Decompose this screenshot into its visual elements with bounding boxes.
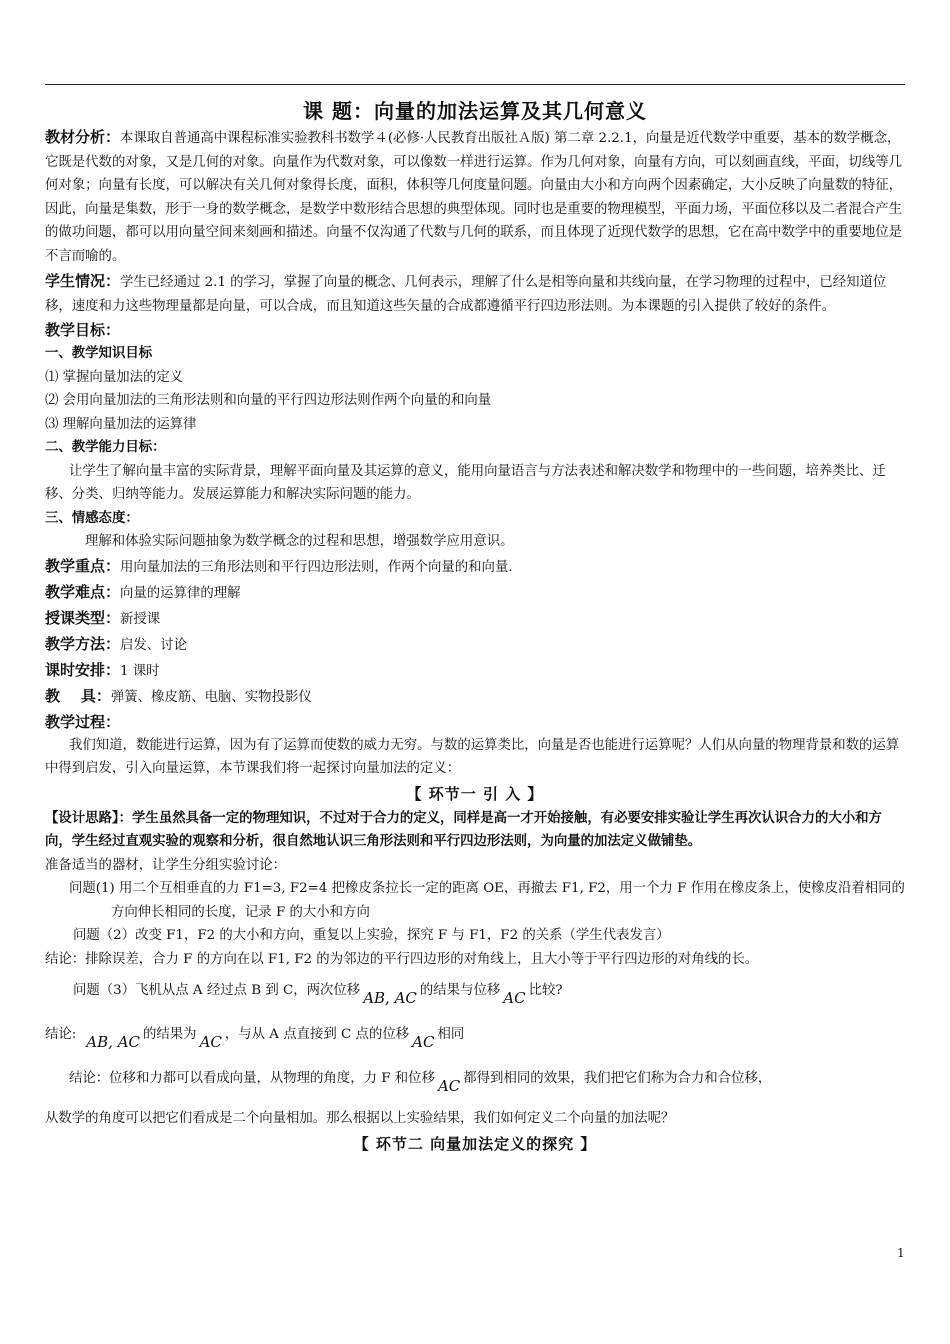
analysis-text: 本课取自普通高中课程标准实验教科书数学４(必修·人民教育出版社Ａ版) 第二章 2.2.1，向量是近代数学中重要，基本的数学概念，它既是代数的对象，又是几何的对象。向量作为代数对象，可以像数一样进行运算。作为几何对象，向量有方向，可以刻画直线，平面，切线等几何对象；向量有长度，可以解决有关几何对象得长度，面积，体积等几何度量问题。向量由大小和方向两个因素确定，大小反映了向量数的特征，因此，向量是集数，形于一身的数学概念，是数学中数形结合思想的典型体现。同时也是重要的物理模型，平面力场，平面位移以及二者混合产生的做功问题，都可以用向量空间来刻画和描述。向量不仅沟通了代数与几何的联系，而且体现了近现代数学的思想，它在高中数学中的重要地位是不言而喻的。 [45,131,902,264]
section-two-heading: 【 环节二 向量加法定义的探究 】 [353,1134,597,1153]
q3-text-c: 比较? [528,983,563,998]
info-row-type [45,606,905,632]
ability-text: 让学生了解向量丰富的实际背景，理解平面向量及其运算的意义，能用向量语言与方法表述和解决数学和物理中的一些问题，培养类比、迁移、分类、归纳等能力。发展运算能力和解决实际问题的能力。 [45,463,886,502]
info-row-tools [45,684,905,710]
vector-ac: AC [412,1033,435,1051]
conclusion-one: 结论：排除误差，合力 F 的方向在以 F1, F2 的为邻边的平行四边形的对角线上，且大小等于平行四边形的对角线的长。 [45,951,759,967]
info-row-difficulty [45,580,905,606]
question-three [45,971,905,1009]
info-value: 启发、讨论 [120,637,187,653]
info-row-focus [45,554,905,580]
info-key: 课时安排： [45,660,121,679]
conclusion-two [45,1015,905,1053]
section-one-heading: 【 环节一 引 入 】 [406,784,544,803]
students-text: 学生已经通过 2.1 的学习，掌握了向量的概念、几何表示，理解了什么是相等向量和共线向量，在学习物理的过程中，已经知道位移，速度和力这些物理量都是向量，可以合成，而且知道这些矢量的合成都遵循平行四边形法则。为本课题的引入提供了较好的条件。 [45,275,887,314]
top-rule [45,84,905,85]
prepare-text: 准备适当的器材，让学生分组实验讨论： [45,857,287,873]
info-key: 教 具： [45,686,111,705]
c3-text-b: 都得到相同的效果，我们把它们称为合力和合位移， [463,1071,772,1086]
knowledge-item: ⑶ 理解向量加法的运算律 [45,416,197,432]
knowledge-item: ⑴ 掌握向量加法的定义 [45,369,184,385]
info-value: 用向量加法的三角形法则和平行四边形法则，作两个向量的和向量. [120,559,513,575]
vector-ab-ac: AB, AC [86,1033,140,1051]
info-row-method [45,632,905,658]
ability-heading: 二、教学能力目标： [45,439,166,455]
info-key: 教学重点： [45,556,121,575]
emotion-heading: 三、情感态度： [45,509,139,526]
q3-text-b: 的结果与位移 [419,983,501,998]
info-value: 弹簧、橡皮筋、电脑、实物投影仪 [110,689,312,705]
info-value: 新授课 [120,611,161,627]
q3-text-a: 问题（3）飞机从点 A 经过点 B 到 C，两次位移 [73,983,361,998]
conclusion-three [45,1059,905,1097]
vector-ab-ac: AB, AC [363,989,417,1007]
analysis-label: 教材分析： [45,128,121,146]
document-page [45,96,905,1157]
vector-ac: AC [437,1077,461,1095]
document-title: 课 题：向量的加法运算及其几何意义 [303,99,647,123]
c2-text-c: ，与从 A 点直接到 C 点的位移 [224,1027,410,1042]
info-row-hours [45,658,905,684]
students-label: 学生情况： [45,272,121,290]
c2-text-b: 的结果为 [143,1027,197,1042]
info-key: 授课类型： [45,608,121,627]
goals-heading: 教学目标： [45,321,121,339]
design-label: 【设计思路】 [45,809,119,826]
c2-text-a: 结论: [45,1027,77,1042]
analysis-paragraph [45,126,905,268]
emotion-text: 理解和体验实际问题抽象为数学概念的过程和思想，增强数学应用意识。 [85,534,514,549]
conclusion-three-cont: 从数学的角度可以把它们看成是二个向量相加。那么根据以上实验结果，我们如何定义二个向量的加法呢？ [45,1111,675,1126]
design-text: ：学生虽然具备一定的物理知识，不过对于合力的定义，同样是高一才开始接触，有必要安排实验让学生再次认识合力的大小和方向，学生经过直观实验的观察和分析，很自然地认识三角形法则和平行四边形法则，为向量的加法定义做铺垫。 [45,809,882,849]
design-paragraph [45,807,905,854]
info-key: 教学难点： [45,582,121,601]
page-number: 1 [897,1246,905,1260]
students-paragraph [45,270,905,318]
question-one: 问题(1) 用二个互相垂直的力 F1=3, F2=4 把橡皮条拉长一定的距离 OE，再撤去 F1, F2，用一个力 F 作用在橡皮条上，使橡皮沿着相同的方向伸长相同的长度，记录 F 的大小和方向 [69,881,905,920]
knowledge-heading: 一、教学知识目标 [45,345,153,361]
info-value: 1 课时 [120,663,160,679]
question-two: 问题（2）改变 F1，F2 的大小和方向，重复以上实验，探究 F 与 F1，F2 的关系（学生代表发言） [73,928,670,943]
vector-ac: AC [199,1033,222,1051]
c3-text-a: 结论：位移和力都可以看成向量，从物理的角度，力 F 和位移 [69,1071,435,1086]
info-key: 教学方法： [45,634,121,653]
info-value: 向量的运算律的理解 [120,585,241,601]
vector-ac: AC [503,989,526,1007]
process-heading: 教学过程： [45,712,121,731]
c2-text-d: 相同 [437,1027,465,1042]
process-intro: 我们知道，数能进行运算，因为有了运算而使数的威力无穷。与数的运算类比，向量是否也能进行运算呢？人们从向量的物理背景和数的运算中得到启发，引入向量运算，本节课我们将一起探讨向量加法的定义： [45,737,900,776]
knowledge-item: ⑵ 会用向量加法的三角形法则和向量的平行四边形法则作两个向量的和向量 [45,393,492,408]
